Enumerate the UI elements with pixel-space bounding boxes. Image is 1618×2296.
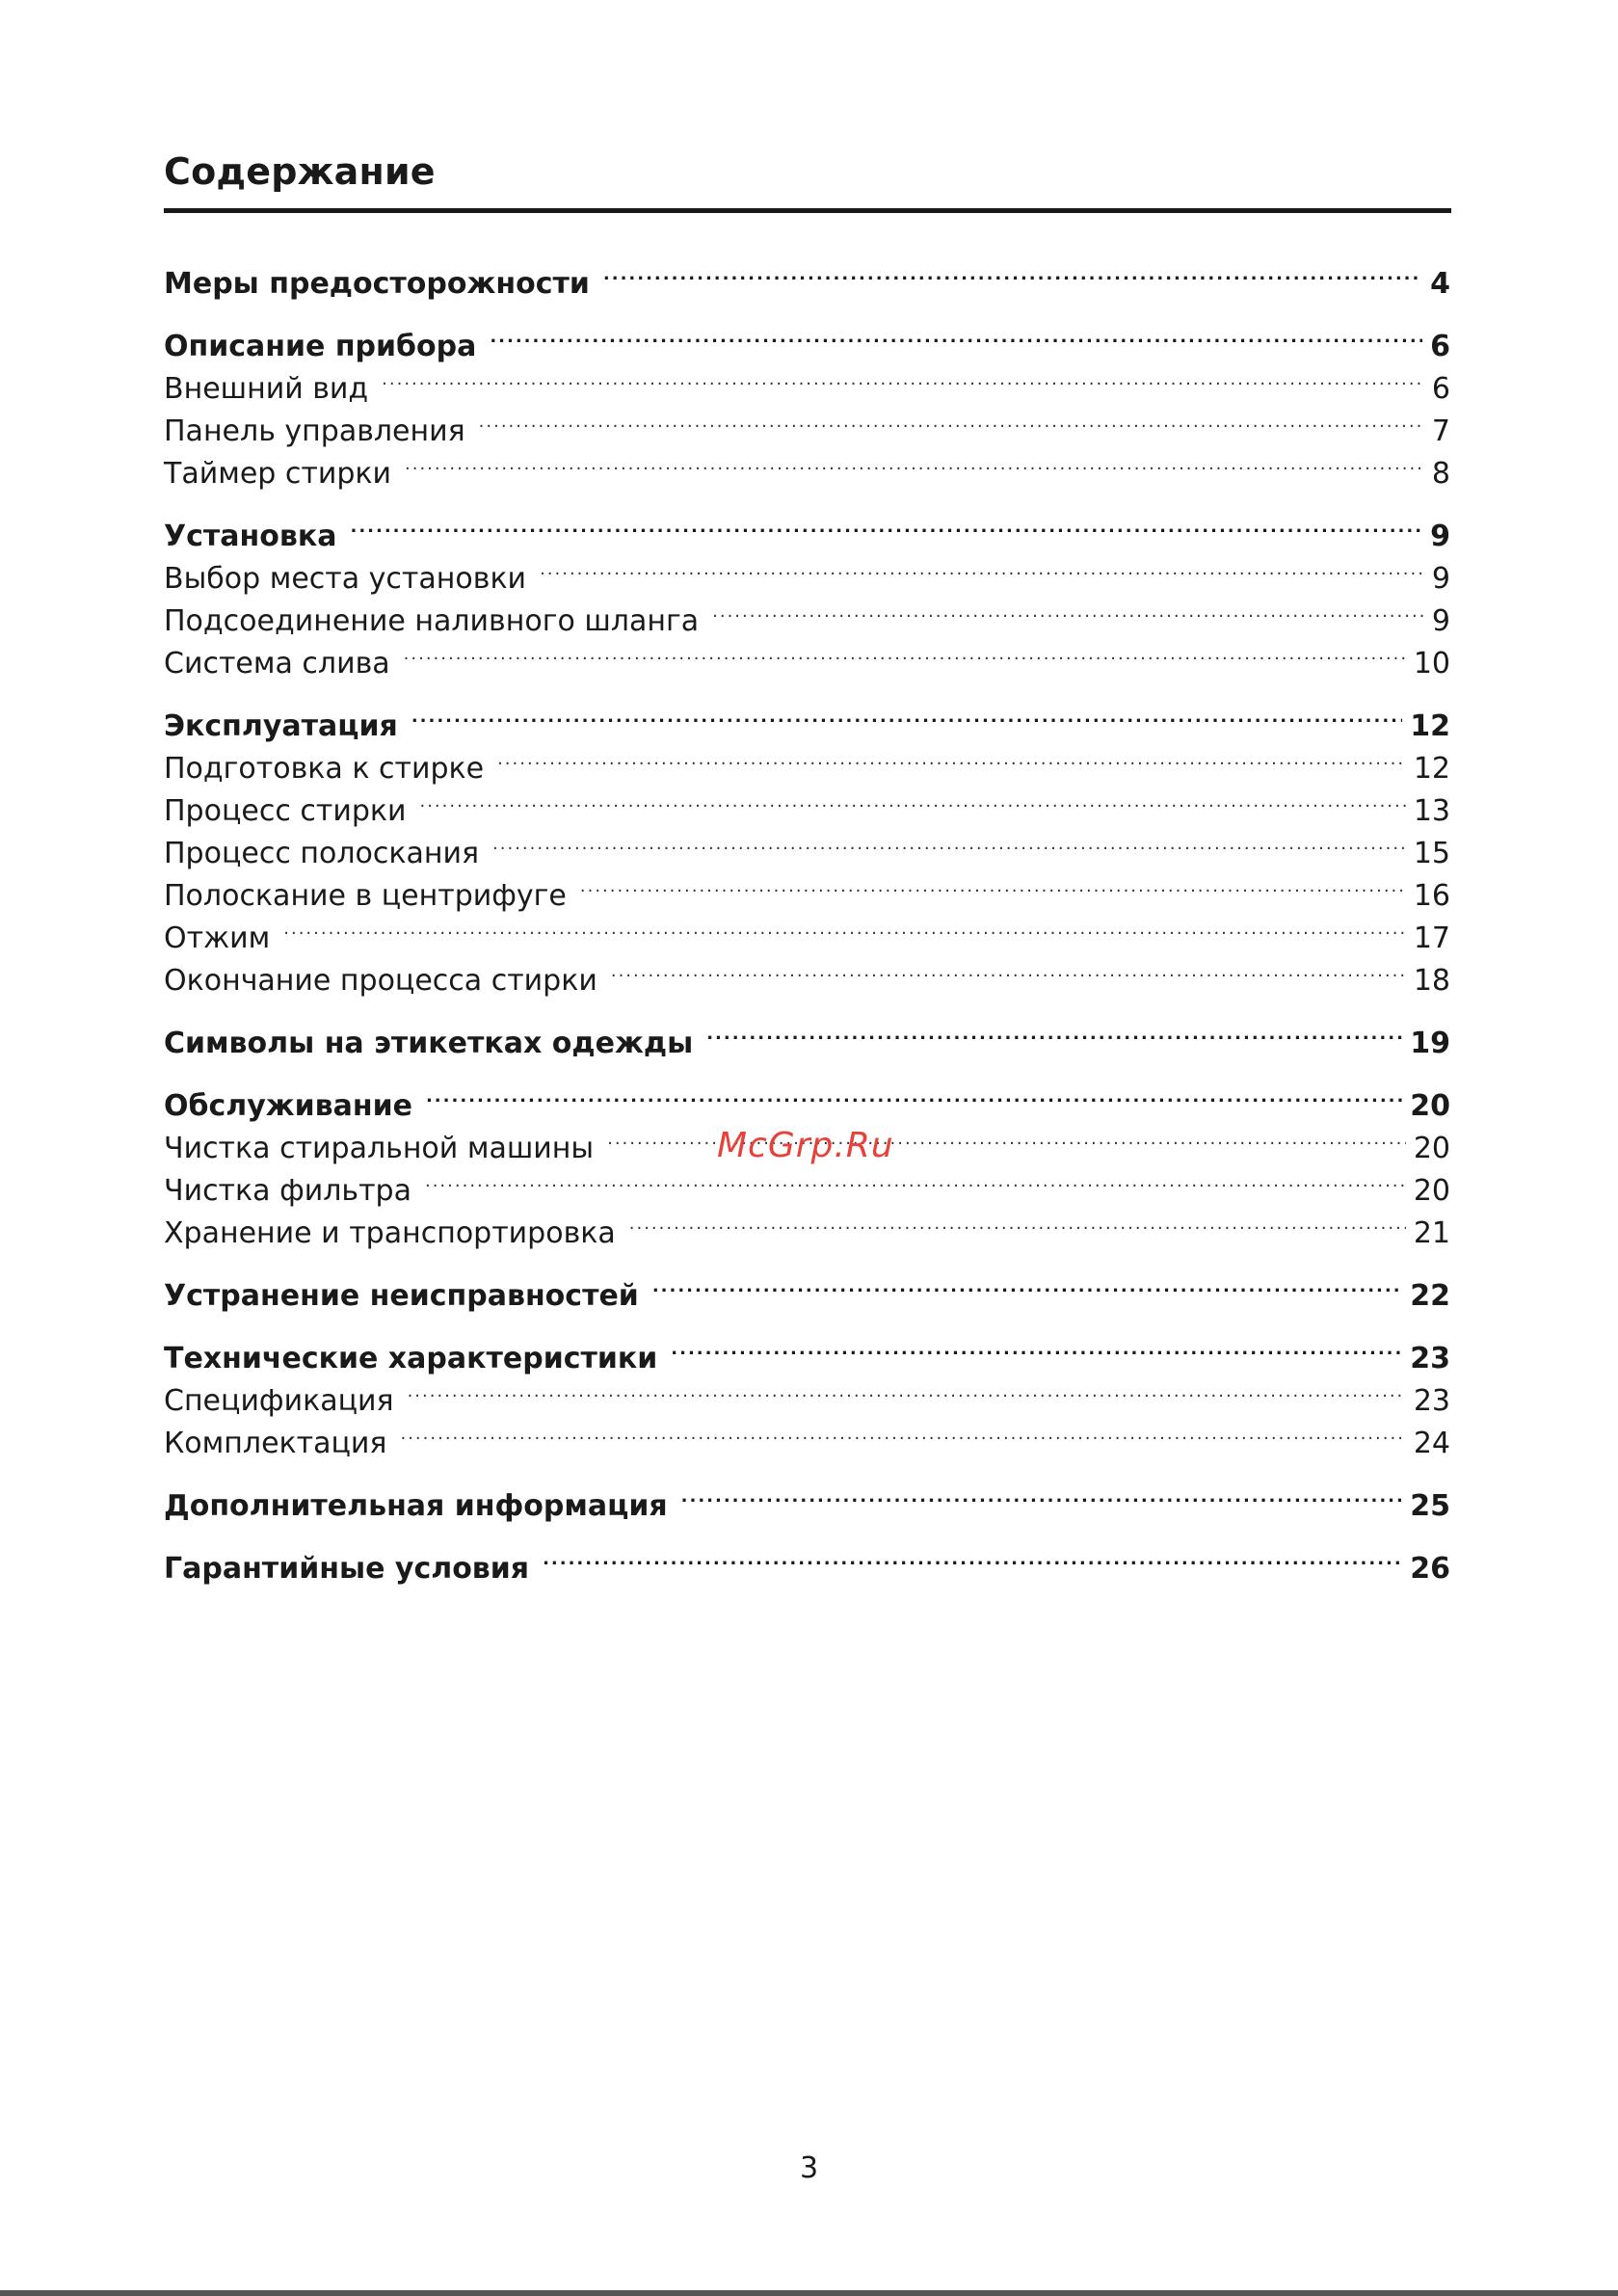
toc-section (164, 1535, 1450, 1586)
page-number: 3 (799, 2151, 819, 2185)
page-bottom-edge (0, 2290, 1618, 2296)
toc-entry-title: Процесс полоскания (164, 837, 480, 870)
toc-entry-page-number: 20 (1410, 1089, 1450, 1123)
toc-section (164, 1325, 1450, 1460)
toc-section (164, 1473, 1450, 1523)
toc-entry-title: Обслуживание (164, 1089, 412, 1123)
toc-section (164, 503, 1450, 681)
toc-section (164, 313, 1450, 491)
toc-dot-leader (652, 1263, 1402, 1305)
toc-entry-title: Таймер стирки (164, 457, 392, 491)
toc-entry-page-number: 9 (1431, 562, 1450, 596)
toc-dot-leader (419, 778, 1405, 820)
toc-entry-title: Чистка фильтра (164, 1174, 411, 1208)
toc-entry-title: Технические характеристики (164, 1342, 658, 1375)
toc-section-heading[interactable] (164, 1010, 1450, 1060)
toc-entry[interactable] (164, 546, 1450, 596)
toc-entry-page-number: 9 (1431, 604, 1450, 638)
toc-entry-title: Панель управления (164, 414, 465, 448)
toc-section-heading[interactable] (164, 1073, 1450, 1123)
toc-entry-page-number: 12 (1410, 709, 1450, 743)
toc-entry-page-number: 6 (1430, 330, 1450, 363)
toc-entry-title: Хранение и транспортировка (164, 1216, 616, 1250)
toc-entry-page-number: 13 (1413, 794, 1450, 828)
toc-dot-leader (350, 503, 1422, 546)
toc-entry-page-number: 20 (1413, 1174, 1450, 1208)
toc-entry-page-number: 26 (1410, 1552, 1450, 1586)
toc-section-heading[interactable] (164, 693, 1450, 743)
toc-entry-title: Установка (164, 520, 337, 553)
toc-entry[interactable] (164, 905, 1450, 955)
watermark: McGrp.Ru (717, 1126, 894, 1165)
toc-entry-page-number: 20 (1413, 1132, 1450, 1165)
toc-section (164, 1010, 1450, 1060)
toc-entry-page-number: 25 (1410, 1489, 1450, 1523)
toc-entry[interactable] (164, 948, 1450, 998)
toc-entry-page-number: 4 (1430, 267, 1450, 301)
toc-entry-title: Выбор места установки (164, 562, 527, 596)
toc-entry-page-number: 15 (1413, 837, 1450, 870)
toc-dot-leader (681, 1473, 1403, 1515)
toc-entry-title: Гарантийные условия (164, 1552, 530, 1586)
toc-entry-page-number: 18 (1413, 964, 1450, 998)
toc-dot-leader (580, 863, 1406, 905)
toc-entry-page-number: 23 (1410, 1342, 1450, 1375)
toc-dot-leader (382, 356, 1424, 398)
toc-entry-page-number: 22 (1410, 1279, 1450, 1313)
toc-entry-title: Процесс стирки (164, 794, 407, 828)
toc-dot-leader (629, 1200, 1406, 1242)
title-divider (164, 208, 1451, 213)
toc-entry-title: Система слива (164, 647, 390, 681)
toc-entry-page-number: 21 (1413, 1216, 1450, 1250)
toc-section-heading[interactable] (164, 313, 1450, 363)
toc-section-heading[interactable] (164, 1473, 1450, 1523)
toc-section (164, 251, 1450, 301)
toc-entry-title: Описание прибора (164, 330, 477, 363)
toc-entry-page-number: 24 (1413, 1427, 1450, 1460)
toc-entry-page-number: 8 (1431, 457, 1450, 491)
table-of-contents (164, 251, 1450, 1598)
toc-dot-leader (671, 1325, 1402, 1368)
toc-dot-leader (426, 1073, 1402, 1115)
toc-entry-title: Комплектация (164, 1427, 387, 1460)
toc-dot-leader (603, 251, 1422, 293)
toc-dot-leader (408, 1368, 1406, 1410)
toc-dot-leader (283, 905, 1406, 948)
toc-dot-leader (411, 693, 1402, 735)
toc-entry-title: Отжим (164, 921, 271, 955)
toc-entry-title: Устранение неисправностей (164, 1279, 639, 1313)
toc-dot-leader (712, 588, 1424, 630)
toc-entry-title: Подготовка к стирке (164, 752, 485, 786)
toc-dot-leader (706, 1010, 1402, 1053)
toc-entry-title: Полоскание в центрифуге (164, 879, 567, 913)
toc-section-heading[interactable] (164, 503, 1450, 553)
toc-section-heading[interactable] (164, 1325, 1450, 1375)
toc-entry-title: Окончание процесса стирки (164, 964, 597, 998)
toc-entry-page-number: 12 (1413, 752, 1450, 786)
toc-entry-title: Символы на этикетках одежды (164, 1027, 694, 1060)
toc-entry-title: Подсоединение наливного шланга (164, 604, 700, 638)
toc-dot-leader (479, 398, 1424, 441)
toc-entry-title: Дополнительная информация (164, 1489, 668, 1523)
toc-entry-page-number: 19 (1410, 1027, 1450, 1060)
toc-entry-page-number: 17 (1413, 921, 1450, 955)
toc-section (164, 1263, 1450, 1313)
toc-dot-leader (540, 546, 1424, 588)
toc-section (164, 693, 1450, 998)
toc-dot-leader (492, 820, 1406, 863)
toc-dot-leader (400, 1410, 1405, 1453)
toc-dot-leader (497, 735, 1406, 778)
page-title: Содержание (164, 150, 436, 193)
toc-dot-leader (611, 948, 1406, 990)
toc-dot-leader (490, 313, 1422, 356)
toc-entry-title: Эксплуатация (164, 709, 398, 743)
toc-dot-leader (425, 1158, 1406, 1200)
toc-entry-title: Меры предосторожности (164, 267, 590, 301)
toc-entry-title: Спецификация (164, 1384, 394, 1418)
toc-entry-page-number: 9 (1430, 520, 1450, 553)
toc-dot-leader (405, 441, 1424, 483)
toc-entry-page-number: 23 (1413, 1384, 1450, 1418)
toc-section-heading[interactable] (164, 1535, 1450, 1586)
toc-dot-leader (543, 1535, 1402, 1578)
toc-entry-page-number: 16 (1413, 879, 1450, 913)
toc-entry-page-number: 7 (1431, 414, 1450, 448)
toc-section-heading[interactable] (164, 251, 1450, 301)
toc-section-heading[interactable] (164, 1263, 1450, 1313)
toc-entry-page-number: 10 (1413, 647, 1450, 681)
toc-entry-page-number: 6 (1431, 372, 1450, 406)
toc-entry-title: Чистка стиральной машины (164, 1132, 595, 1165)
toc-entry-title: Внешний вид (164, 372, 369, 406)
toc-dot-leader (404, 630, 1406, 673)
